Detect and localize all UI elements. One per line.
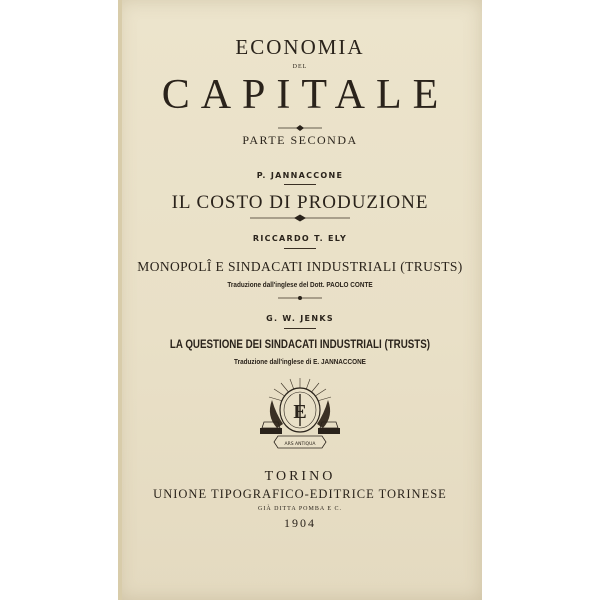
rule	[284, 328, 316, 329]
svg-text:ARS ANTIQUA: ARS ANTIQUA	[284, 442, 316, 447]
part-label: PARTE SECONDA	[242, 133, 358, 147]
translation-note-conte: Traduzione dall'inglese del Dott. PAOLO CONTE	[227, 280, 373, 289]
series-title-main: CAPITALE	[161, 72, 450, 118]
rule	[284, 248, 316, 249]
ornament-divider	[118, 294, 482, 304]
work-title-monopoli: MONOPOLÎ E SINDACATI INDUSTRIALI (TRUSTS)	[137, 259, 463, 274]
series-title-del: DEL	[292, 64, 308, 70]
work-title-costo: IL COSTO DI PRODUZIONE	[171, 192, 429, 213]
author-ely: RICCARDO T. ELY	[252, 234, 348, 243]
author-jenks: G. W. JENKS	[266, 314, 334, 323]
svg-text:E: E	[293, 401, 307, 423]
series-title-top: ECONOMIA	[235, 35, 365, 59]
title-page	[118, 0, 482, 600]
imprint-publisher-former: GIÀ DITTA POMBA E C.	[257, 506, 343, 512]
ornament-divider	[118, 214, 482, 224]
publisher-emblem-icon	[250, 376, 350, 452]
work-title-questione: LA QUESTIONE DEI SINDACATI INDUSTRIALI (TRUSTS)	[169, 339, 431, 351]
rule	[284, 184, 316, 185]
imprint-publisher: UNIONE TIPOGRAFICO-EDITRICE TORINESE	[153, 487, 447, 501]
translation-note-jannaccone: Traduzione dall'inglese di E. JANNACCONE	[234, 357, 366, 366]
author-jannaccone: P. JANNACCONE	[256, 171, 344, 180]
imprint-city: TORINO	[264, 469, 336, 484]
imprint-year: 1904	[284, 516, 316, 530]
